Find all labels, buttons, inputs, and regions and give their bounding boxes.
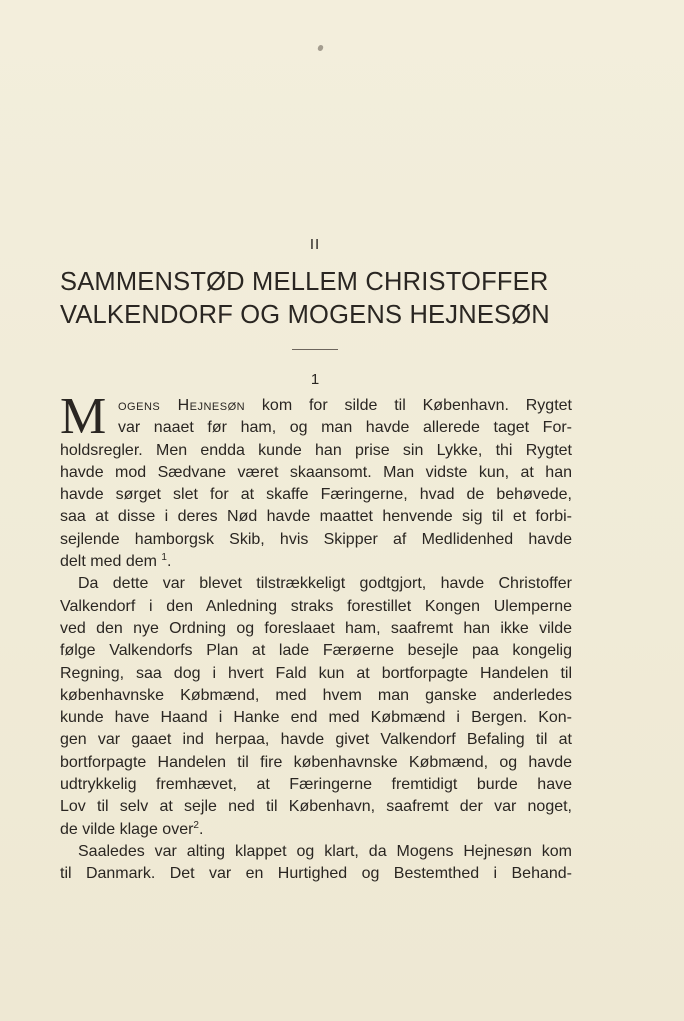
paragraph-1-line-5: havde sørget slet for at skaffe Færingerne, hvad de behøvede, [60,486,572,504]
paragraph-2-line-7: kunde have Haand i Hanke end med Købmænd i Bergen. Kon- [60,709,572,727]
paragraph-1-line-4: havde mod Sædvane været skaansomt. Man vidste kun, at han [60,463,572,481]
paragraph-2-line-2: Valkendorf i den Anledning straks forestillet Kongen Ulemperne [60,597,572,615]
paragraph-1-line-2: var naaet før ham, og man havde allerede taget For- [118,419,572,437]
paragraph-2-line-4: følge Valkendorfs Plan at lade Færøerne besejle paa kongelig [60,642,572,660]
paragraph-2-line-11: Lov til selv at sejle ned til København, saafremt der var noget, [60,798,572,816]
paragraph-3-line-2: til Danmark. Det var en Hurtighed og Bestemthed i Behand- [60,865,572,883]
paragraph-2-line-6: københavnske Købmænd, med hvem man ganske anderledes [60,686,572,704]
paper-speck [317,44,324,51]
paragraph-1-line-6: saa at disse i deres Nød havde maattet henvende sig til et forbi- [60,508,572,526]
footnote-ref-1[interactable]: 1 [161,552,167,564]
paragraph-2-line-12: de vilde klage over$^2$. [60,819,204,838]
paragraph-2-line-8: gen var gaaet ind herpaa, havde givet Valkendorf Befaling til at [60,731,572,749]
paragraph-1-line-7: sejlende hamborgsk Skib, hvis Skipper af Medlidenhed havde [60,530,572,548]
footnote-ref-2[interactable]: 2 [193,819,199,831]
chapter-title [60,266,580,332]
paragraph-2-line-5: Regning, saa dog i hvert Fald kun at bortforpagte Handelen til [60,664,572,682]
paragraph-3-line-1: Saaledes var alting klappet og klart, da Mogens Hejnesøn kom [78,842,572,860]
body-text [60,388,572,886]
paragraph-1-line-8: delt med dem $^1$. [60,552,172,571]
paragraph-2-line-1: Da dette var blevet tilstrækkeligt godtgjort, havde Christoffer [78,575,572,593]
chapter-title-line-2: VALKENDORF OG MOGENS HEJNESØN [60,301,550,329]
paragraph-1-line-3: holdsregler. Men endda kunde han prise sin Lykke, thi Rygtet [60,441,572,459]
drop-cap: M [60,388,107,445]
paragraph-2-line-10: udtrykkelig fremhævet, at Færingerne fremtidigt burde have [60,776,572,794]
section-divider [292,349,338,350]
section-number: 1 [310,371,320,388]
chapter-number: II [309,236,321,253]
paragraph-2-line-3: ved den nye Ordning og foreslaaet ham, saafremt han ikke vilde [60,619,572,637]
opening-name: ogens Hejnesøn [118,397,246,414]
paragraph-1-line-1: ogens Hejnesøn kom for silde til København. Rygtet [118,397,572,414]
chapter-title-line-1: SAMMENSTØD MELLEM CHRISTOFFER [60,268,549,296]
paragraph-2-line-9: bortforpagte Handelen til fire københavnske Købmænd, og havde [60,753,572,771]
